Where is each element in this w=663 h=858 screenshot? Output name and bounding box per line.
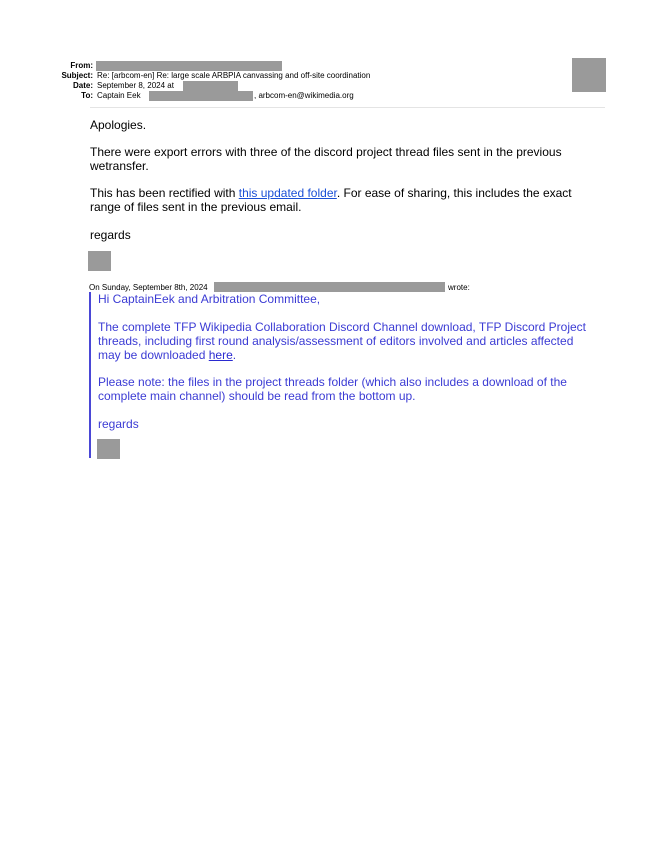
subject-label: Subject: xyxy=(61,71,93,80)
from-label: From: xyxy=(70,61,93,70)
quote-bar xyxy=(89,292,91,458)
quote-paragraph-1-start: The complete TFP Wikipedia Collaboration Discord Channel download, TFP Discord Project threads, including first round analysis/assessment of editors involved and articles affected may be downloaded xyxy=(98,320,587,362)
quote-greeting: Hi CaptainEek and Arbitration Committee, xyxy=(98,292,321,306)
updated-folder-link[interactable]: this updated folder xyxy=(238,186,337,200)
body-paragraph-3 xyxy=(90,186,590,214)
redacted-sender xyxy=(96,61,282,71)
redacted-avatar xyxy=(572,58,606,92)
download-here-link[interactable]: here xyxy=(208,348,233,362)
to-name: Captain Eek xyxy=(97,91,141,100)
quote-sign-off: regards xyxy=(98,417,139,431)
date-label: Date: xyxy=(72,81,93,90)
quote-paragraph-1-end: . xyxy=(232,348,237,362)
body-paragraph-2: There were export errors with three of the discord project thread files sent in the previous wetransfer. xyxy=(90,145,562,173)
redacted-quote-signature xyxy=(97,439,120,459)
body-paragraph-1: Apologies. xyxy=(90,118,147,132)
subject-value: Re: [arbcom-en] Re: large scale ARBPIA canvassing and off-site coordination xyxy=(97,71,371,80)
quote-intro-date: On Sunday, September 8th, 2024 xyxy=(89,283,208,292)
body-paragraph-3-start: This has been rectified with xyxy=(90,186,239,200)
body-sign-off: regards xyxy=(90,228,131,242)
quote-paragraph-1 xyxy=(98,320,588,362)
quote-paragraph-2: Please note: the files in the project threads folder (which also includes a download of the complete main channel) should be read from the bottom up. xyxy=(98,375,567,403)
quote-intro-wrote: wrote: xyxy=(448,283,470,292)
body-paragraph-3-end: . For ease of sharing, this includes the exact range of files sent in the previous email. xyxy=(90,186,572,214)
redacted-time xyxy=(183,81,238,91)
header-divider xyxy=(90,107,605,108)
to-label: To: xyxy=(81,91,93,100)
to-extra: , arbcom-en@wikimedia.org xyxy=(254,91,354,100)
date-value: September 8, 2024 at xyxy=(97,81,174,90)
redacted-signature xyxy=(88,251,111,271)
redacted-quote-sender xyxy=(214,282,445,292)
redacted-to-address xyxy=(149,91,253,101)
